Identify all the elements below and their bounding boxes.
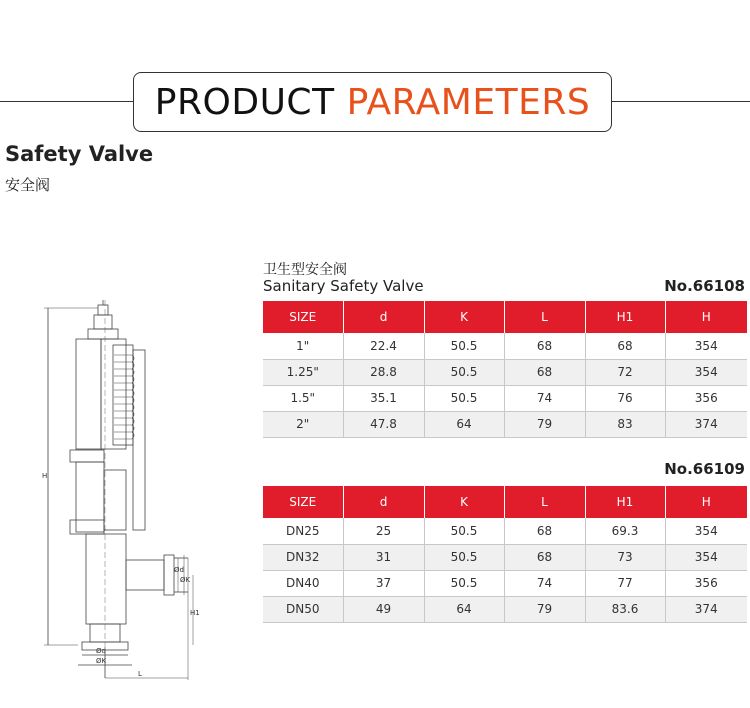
header-l: L bbox=[504, 486, 585, 518]
valve-technical-drawing bbox=[38, 300, 203, 680]
table-row bbox=[263, 359, 747, 385]
table-row bbox=[263, 411, 747, 437]
cell: 68 bbox=[504, 544, 585, 570]
cell: 49 bbox=[343, 596, 424, 622]
cell: 64 bbox=[424, 411, 504, 437]
cell: 72 bbox=[585, 359, 665, 385]
table-row bbox=[263, 518, 747, 544]
product-title-cn: 安全阀 bbox=[5, 176, 51, 194]
header-size: SIZE bbox=[263, 301, 343, 333]
header-k: K bbox=[424, 301, 504, 333]
table-header-row bbox=[263, 301, 747, 333]
table-header-row bbox=[263, 486, 747, 518]
table-row bbox=[263, 570, 747, 596]
cell: 68 bbox=[585, 333, 665, 359]
dim-label-l: L bbox=[138, 670, 142, 678]
cell: 354 bbox=[665, 544, 747, 570]
dim-label-k-bottom: ØK bbox=[96, 657, 107, 665]
header-h1: H1 bbox=[585, 301, 665, 333]
cell: 28.8 bbox=[343, 359, 424, 385]
table-row bbox=[263, 544, 747, 570]
cell: 37 bbox=[343, 570, 424, 596]
product-title: Safety Valve bbox=[5, 142, 154, 166]
cell: 74 bbox=[504, 385, 585, 411]
header-l: L bbox=[504, 301, 585, 333]
cell: 354 bbox=[665, 333, 747, 359]
header-d: d bbox=[343, 301, 424, 333]
cell: 50.5 bbox=[424, 385, 504, 411]
banner-text-red: PARAMETERS bbox=[346, 81, 591, 123]
subtitle-cn: 卫生型安全阀 bbox=[263, 262, 347, 278]
cell: 374 bbox=[665, 596, 747, 622]
cell: DN40 bbox=[263, 570, 343, 596]
banner-text-black: PRODUCT bbox=[154, 81, 335, 123]
cell: 1.5" bbox=[263, 385, 343, 411]
cell: 1.25" bbox=[263, 359, 343, 385]
header-h: H bbox=[665, 301, 747, 333]
cell: 354 bbox=[665, 518, 747, 544]
header-h1: H1 bbox=[585, 486, 665, 518]
cell: 356 bbox=[665, 570, 747, 596]
cell: 50.5 bbox=[424, 570, 504, 596]
header-k: K bbox=[424, 486, 504, 518]
banner-left-rule bbox=[0, 101, 133, 102]
table-row bbox=[263, 385, 747, 411]
cell: 374 bbox=[665, 411, 747, 437]
spec-table-66109 bbox=[263, 486, 747, 623]
dim-label-h: H bbox=[42, 472, 48, 480]
cell: 68 bbox=[504, 333, 585, 359]
dim-label-d-bottom: Ød bbox=[96, 647, 106, 655]
cell: 69.3 bbox=[585, 518, 665, 544]
cell: 50.5 bbox=[424, 518, 504, 544]
cell: 83 bbox=[585, 411, 665, 437]
cell: 1" bbox=[263, 333, 343, 359]
header-h: H bbox=[665, 486, 747, 518]
cell: 77 bbox=[585, 570, 665, 596]
cell: 50.5 bbox=[424, 544, 504, 570]
cell: 79 bbox=[504, 596, 585, 622]
dim-label-k-right: ØK bbox=[180, 576, 191, 584]
header-d: d bbox=[343, 486, 424, 518]
dim-label-d-right: Ød bbox=[174, 566, 184, 574]
dim-label-h1: H1 bbox=[190, 609, 200, 617]
cell: 47.8 bbox=[343, 411, 424, 437]
cell: 64 bbox=[424, 596, 504, 622]
section-banner bbox=[133, 72, 612, 132]
spec-table-66108 bbox=[263, 301, 747, 438]
cell: 25 bbox=[343, 518, 424, 544]
banner-right-rule bbox=[612, 101, 750, 102]
cell: 50.5 bbox=[424, 333, 504, 359]
cell: 68 bbox=[504, 359, 585, 385]
cell: 68 bbox=[504, 518, 585, 544]
cell: 31 bbox=[343, 544, 424, 570]
cell: 2" bbox=[263, 411, 343, 437]
table-row bbox=[263, 333, 747, 359]
cell: 83.6 bbox=[585, 596, 665, 622]
subtitle-en: Sanitary Safety Valve bbox=[263, 277, 424, 295]
cell: 79 bbox=[504, 411, 585, 437]
cell: 22.4 bbox=[343, 333, 424, 359]
cell: 356 bbox=[665, 385, 747, 411]
model-number-2: No.66109 bbox=[664, 460, 745, 478]
cell: DN50 bbox=[263, 596, 343, 622]
cell: DN32 bbox=[263, 544, 343, 570]
header-size: SIZE bbox=[263, 486, 343, 518]
cell: 50.5 bbox=[424, 359, 504, 385]
cell: DN25 bbox=[263, 518, 343, 544]
cell: 76 bbox=[585, 385, 665, 411]
table-row bbox=[263, 596, 747, 622]
cell: 35.1 bbox=[343, 385, 424, 411]
cell: 73 bbox=[585, 544, 665, 570]
cell: 74 bbox=[504, 570, 585, 596]
model-number-1: No.66108 bbox=[664, 277, 745, 295]
cell: 354 bbox=[665, 359, 747, 385]
